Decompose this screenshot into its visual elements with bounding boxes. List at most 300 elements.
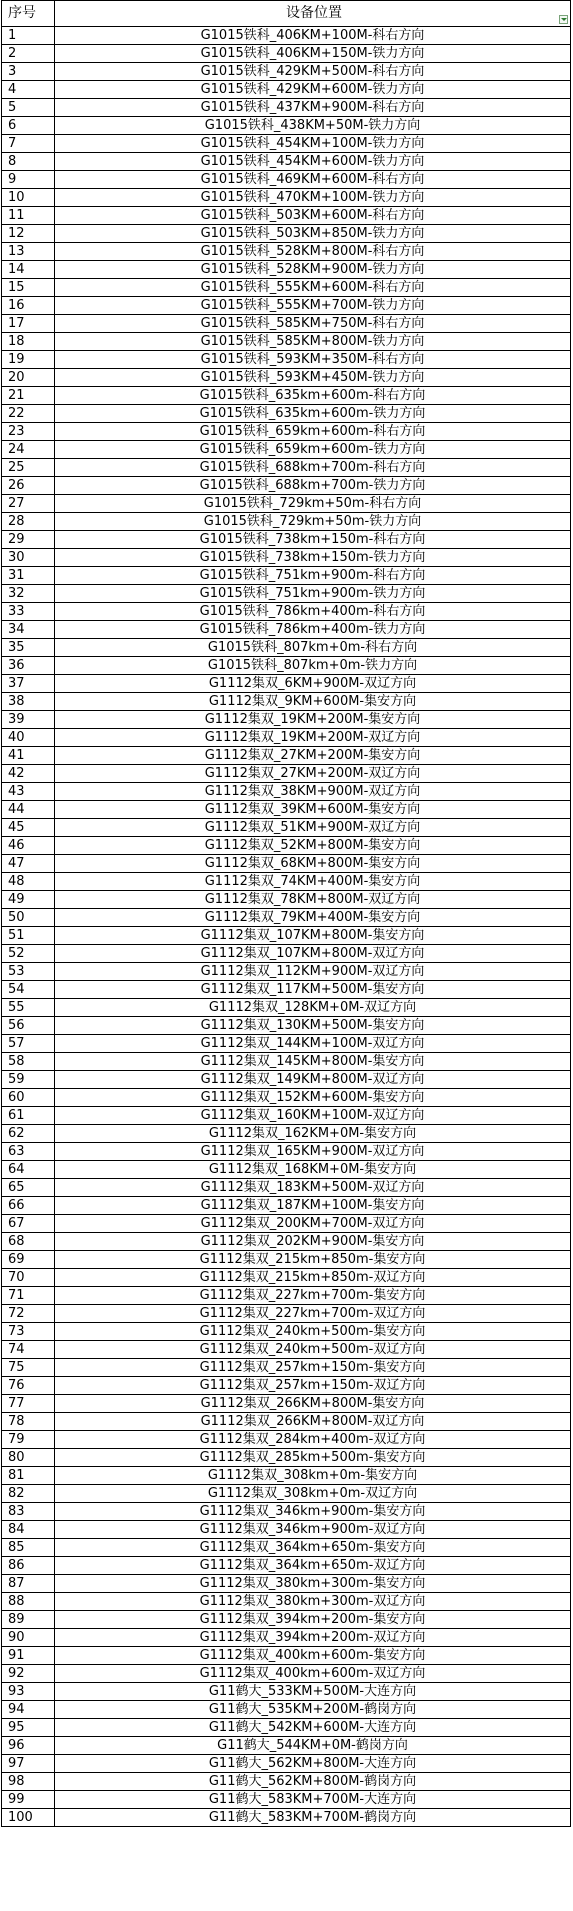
cell-index[interactable]: 30 [2, 549, 55, 567]
cell-location[interactable]: G1112集双_68KM+800M-集安方向 [55, 855, 571, 873]
cell-index[interactable]: 61 [2, 1107, 55, 1125]
table-row [2, 657, 571, 675]
table-row [2, 1611, 571, 1629]
filter-dropdown-icon[interactable] [559, 15, 568, 24]
cell-location[interactable]: G1112集双_51KM+900M-双辽方向 [55, 819, 571, 837]
table-row [2, 945, 571, 963]
table-row [2, 1647, 571, 1665]
table-header [2, 1, 571, 27]
cell-location[interactable]: G1112集双_165KM+900M-双辽方向 [55, 1143, 571, 1161]
table-row [2, 1197, 571, 1215]
cell-location[interactable]: G11鹤大_533KM+500M-大连方向 [55, 1683, 571, 1701]
cell-location[interactable]: G1112集双_117KM+500M-集安方向 [55, 981, 571, 999]
cell-location[interactable]: G11鹤大_583KM+700M-鹤岗方向 [55, 1809, 571, 1827]
cell-index[interactable]: 80 [2, 1449, 55, 1467]
table-row [2, 963, 571, 981]
table-row [2, 1629, 571, 1647]
table-body [2, 27, 571, 1827]
table-row [2, 1251, 571, 1269]
table-row [2, 549, 571, 567]
cell-index[interactable]: 89 [2, 1611, 55, 1629]
cell-index[interactable]: 91 [2, 1647, 55, 1665]
cell-location[interactable]: G1112集双_52KM+800M-集安方向 [55, 837, 571, 855]
cell-index[interactable]: 40 [2, 729, 55, 747]
cell-location[interactable]: G1015铁科_635km+600m-铁力方向 [55, 405, 571, 423]
table-row [2, 171, 571, 189]
table-row [2, 459, 571, 477]
cell-location[interactable]: G1015铁科_688km+700m-铁力方向 [55, 477, 571, 495]
cell-index[interactable]: 20 [2, 369, 55, 387]
table-row [2, 1035, 571, 1053]
cell-index[interactable]: 93 [2, 1683, 55, 1701]
cell-index[interactable]: 51 [2, 927, 55, 945]
table-row [2, 711, 571, 729]
cell-location[interactable]: G1112集双_257km+150m-双辽方向 [55, 1377, 571, 1395]
cell-index[interactable]: 14 [2, 261, 55, 279]
cell-index[interactable]: 26 [2, 477, 55, 495]
cell-location[interactable]: G1112集双_78KM+800M-双辽方向 [55, 891, 571, 909]
table-row [2, 1395, 571, 1413]
table-row [2, 135, 571, 153]
table-row [2, 1125, 571, 1143]
cell-location[interactable]: G1112集双_107KM+800M-双辽方向 [55, 945, 571, 963]
cell-index[interactable]: 16 [2, 297, 55, 315]
table-row [2, 567, 571, 585]
cell-index[interactable]: 95 [2, 1719, 55, 1737]
cell-location[interactable]: G1112集双_202KM+900M-集安方向 [55, 1233, 571, 1251]
cell-index[interactable]: 73 [2, 1323, 55, 1341]
cell-index[interactable]: 44 [2, 801, 55, 819]
cell-location[interactable]: G1112集双_266KM+800M-双辽方向 [55, 1413, 571, 1431]
cell-location[interactable]: G1112集双_394km+200m-集安方向 [55, 1611, 571, 1629]
cell-index[interactable]: 25 [2, 459, 55, 477]
table-row [2, 153, 571, 171]
cell-location[interactable]: G1112集双_107KM+800M-集安方向 [55, 927, 571, 945]
cell-location[interactable]: G1015铁科_528KM+900M-铁力方向 [55, 261, 571, 279]
cell-index[interactable]: 74 [2, 1341, 55, 1359]
table-row [2, 999, 571, 1017]
cell-location[interactable]: G1112集双_285km+500m-集安方向 [55, 1449, 571, 1467]
cell-location[interactable]: G1112集双_308km+0m-集安方向 [55, 1467, 571, 1485]
cell-location[interactable]: G1015铁科_470KM+100M-铁力方向 [55, 189, 571, 207]
table-row [2, 1791, 571, 1809]
cell-index[interactable]: 5 [2, 99, 55, 117]
cell-index[interactable]: 9 [2, 171, 55, 189]
cell-location[interactable]: G1112集双_364km+650m-双辽方向 [55, 1557, 571, 1575]
cell-location[interactable]: G1112集双_346km+900m-双辽方向 [55, 1521, 571, 1539]
table-row [2, 1287, 571, 1305]
table-row [2, 441, 571, 459]
cell-index[interactable]: 96 [2, 1737, 55, 1755]
cell-index[interactable]: 27 [2, 495, 55, 513]
table-row [2, 873, 571, 891]
table-row [2, 801, 571, 819]
cell-location[interactable]: G1015铁科_729km+50m-科右方向 [55, 495, 571, 513]
cell-location[interactable]: G1015铁科_807km+0m-铁力方向 [55, 657, 571, 675]
cell-location[interactable]: G1015铁科_738km+150m-科右方向 [55, 531, 571, 549]
cell-index[interactable]: 52 [2, 945, 55, 963]
cell-index[interactable]: 48 [2, 873, 55, 891]
table-row [2, 1071, 571, 1089]
table-row [2, 1755, 571, 1773]
table-row [2, 1341, 571, 1359]
table-row [2, 1575, 571, 1593]
cell-index[interactable]: 65 [2, 1179, 55, 1197]
cell-index[interactable]: 86 [2, 1557, 55, 1575]
cell-location[interactable]: G1112集双_183KM+500M-双辽方向 [55, 1179, 571, 1197]
cell-index[interactable]: 4 [2, 81, 55, 99]
cell-index[interactable]: 10 [2, 189, 55, 207]
cell-location[interactable]: G1015铁科_406KM+100M-科右方向 [55, 27, 571, 45]
cell-index[interactable]: 38 [2, 693, 55, 711]
cell-index[interactable]: 79 [2, 1431, 55, 1449]
table-row [2, 1215, 571, 1233]
cell-index[interactable]: 99 [2, 1791, 55, 1809]
cell-location[interactable]: G1112集双_145KM+800M-集安方向 [55, 1053, 571, 1071]
cell-location[interactable]: G1015铁科_429KM+500M-科右方向 [55, 63, 571, 81]
table-row [2, 1503, 571, 1521]
table-row [2, 315, 571, 333]
cell-location[interactable]: G1112集双_149KM+800M-双辽方向 [55, 1071, 571, 1089]
cell-index[interactable]: 98 [2, 1773, 55, 1791]
table-row [2, 423, 571, 441]
table-row [2, 837, 571, 855]
cell-location[interactable]: G1112集双_308km+0m-双辽方向 [55, 1485, 571, 1503]
cell-location[interactable]: G1015铁科_593KM+350M-科右方向 [55, 351, 571, 369]
cell-location[interactable]: G1112集双_380km+300m-双辽方向 [55, 1593, 571, 1611]
cell-location[interactable]: G1112集双_200KM+700M-双辽方向 [55, 1215, 571, 1233]
table-row [2, 675, 571, 693]
table-row [2, 1809, 571, 1827]
cell-index[interactable]: 31 [2, 567, 55, 585]
cell-index[interactable]: 55 [2, 999, 55, 1017]
table-row [2, 63, 571, 81]
cell-index[interactable]: 33 [2, 603, 55, 621]
cell-location[interactable]: G1112集双_79KM+400M-集安方向 [55, 909, 571, 927]
cell-index[interactable]: 23 [2, 423, 55, 441]
table-row [2, 513, 571, 531]
table-row [2, 639, 571, 657]
cell-index[interactable]: 3 [2, 63, 55, 81]
cell-index[interactable]: 8 [2, 153, 55, 171]
cell-location[interactable]: G1015铁科_555KM+700M-铁力方向 [55, 297, 571, 315]
table-row [2, 1323, 571, 1341]
cell-index[interactable]: 87 [2, 1575, 55, 1593]
cell-location[interactable]: G1015铁科_503KM+600M-科右方向 [55, 207, 571, 225]
table-row [2, 1413, 571, 1431]
cell-location[interactable]: G1112集双_240km+500m-集安方向 [55, 1323, 571, 1341]
table-row [2, 1539, 571, 1557]
table-row [2, 603, 571, 621]
cell-index[interactable]: 24 [2, 441, 55, 459]
table-row [2, 927, 571, 945]
table-row [2, 1485, 571, 1503]
table-row [2, 1017, 571, 1035]
table-row [2, 1179, 571, 1197]
cell-location[interactable]: G11鹤大_583KM+700M-大连方向 [55, 1791, 571, 1809]
cell-index[interactable]: 21 [2, 387, 55, 405]
cell-location[interactable]: G1112集双_400km+600m-双辽方向 [55, 1665, 571, 1683]
cell-location[interactable]: G1112集双_19KM+200M-双辽方向 [55, 729, 571, 747]
cell-index[interactable]: 50 [2, 909, 55, 927]
cell-index[interactable]: 12 [2, 225, 55, 243]
table-row [2, 117, 571, 135]
cell-location[interactable]: G1015铁科_751km+900m-铁力方向 [55, 585, 571, 603]
cell-index[interactable]: 84 [2, 1521, 55, 1539]
device-location-table [1, 0, 571, 1827]
cell-location[interactable]: G1015铁科_438KM+50M-铁力方向 [55, 117, 571, 135]
table-row [2, 1431, 571, 1449]
cell-location[interactable]: G1112集双_130KM+500M-集安方向 [55, 1017, 571, 1035]
cell-index[interactable]: 68 [2, 1233, 55, 1251]
cell-location[interactable]: G1015铁科_454KM+600M-铁力方向 [55, 153, 571, 171]
cell-index[interactable]: 64 [2, 1161, 55, 1179]
table-row [2, 1521, 571, 1539]
cell-index[interactable]: 58 [2, 1053, 55, 1071]
cell-index[interactable]: 81 [2, 1467, 55, 1485]
cell-index[interactable]: 41 [2, 747, 55, 765]
cell-location[interactable]: G1112集双_266KM+800M-集安方向 [55, 1395, 571, 1413]
header-row [2, 1, 571, 27]
column-header-location[interactable] [55, 1, 571, 27]
cell-index[interactable]: 2 [2, 45, 55, 63]
table-row [2, 1593, 571, 1611]
cell-index[interactable]: 36 [2, 657, 55, 675]
cell-index[interactable]: 13 [2, 243, 55, 261]
cell-location[interactable]: G1112集双_364km+650m-集安方向 [55, 1539, 571, 1557]
cell-location[interactable]: G1112集双_9KM+600M-集安方向 [55, 693, 571, 711]
cell-location[interactable]: G1112集双_346km+900m-集安方向 [55, 1503, 571, 1521]
table-row [2, 1107, 571, 1125]
cell-location[interactable]: G1015铁科_786km+400m-科右方向 [55, 603, 571, 621]
cell-index[interactable]: 71 [2, 1287, 55, 1305]
table-row [2, 207, 571, 225]
cell-index[interactable]: 97 [2, 1755, 55, 1773]
cell-index[interactable]: 39 [2, 711, 55, 729]
table-row [2, 1737, 571, 1755]
cell-location[interactable]: G1015铁科_751km+900m-科右方向 [55, 567, 571, 585]
cell-index[interactable]: 88 [2, 1593, 55, 1611]
cell-location[interactable]: G1112集双_152KM+600M-集安方向 [55, 1089, 571, 1107]
cell-index[interactable]: 76 [2, 1377, 55, 1395]
cell-index[interactable]: 37 [2, 675, 55, 693]
table-row [2, 747, 571, 765]
cell-index[interactable]: 34 [2, 621, 55, 639]
table-row [2, 1377, 571, 1395]
cell-location[interactable]: G1015铁科_688km+700m-科右方向 [55, 459, 571, 477]
cell-index[interactable]: 45 [2, 819, 55, 837]
table-row [2, 1449, 571, 1467]
cell-index[interactable]: 90 [2, 1629, 55, 1647]
cell-location[interactable]: G1112集双_162KM+0M-集安方向 [55, 1125, 571, 1143]
cell-index[interactable]: 100 [2, 1809, 55, 1827]
table-row [2, 387, 571, 405]
cell-location[interactable]: G11鹤大_535KM+200M-鹤岗方向 [55, 1701, 571, 1719]
table-row [2, 1269, 571, 1287]
cell-index[interactable]: 28 [2, 513, 55, 531]
table-row [2, 1053, 571, 1071]
cell-location[interactable]: G1112集双_27KM+200M-双辽方向 [55, 765, 571, 783]
cell-location[interactable]: G1015铁科_659km+600m-铁力方向 [55, 441, 571, 459]
table-row [2, 225, 571, 243]
table-row [2, 1719, 571, 1737]
cell-location[interactable]: G1015铁科_585KM+750M-科右方向 [55, 315, 571, 333]
table-row [2, 693, 571, 711]
cell-index[interactable]: 60 [2, 1089, 55, 1107]
cell-index[interactable]: 54 [2, 981, 55, 999]
cell-index[interactable]: 67 [2, 1215, 55, 1233]
cell-index[interactable]: 42 [2, 765, 55, 783]
table-row [2, 819, 571, 837]
cell-location[interactable]: G1112集双_39KM+600M-集安方向 [55, 801, 571, 819]
table-row [2, 891, 571, 909]
cell-index[interactable]: 77 [2, 1395, 55, 1413]
cell-location[interactable]: G1015铁科_635km+600m-科右方向 [55, 387, 571, 405]
table-row [2, 1143, 571, 1161]
cell-location[interactable]: G1112集双_187KM+100M-集安方向 [55, 1197, 571, 1215]
table-row [2, 279, 571, 297]
table-row [2, 405, 571, 423]
cell-location[interactable]: G1015铁科_406KM+150M-铁力方向 [55, 45, 571, 63]
cell-index[interactable]: 29 [2, 531, 55, 549]
table-row [2, 1359, 571, 1377]
table-row [2, 1467, 571, 1485]
cell-index[interactable]: 19 [2, 351, 55, 369]
cell-index[interactable]: 94 [2, 1701, 55, 1719]
cell-location[interactable]: G1112集双_112KM+900M-双辽方向 [55, 963, 571, 981]
cell-index[interactable]: 82 [2, 1485, 55, 1503]
cell-index[interactable]: 56 [2, 1017, 55, 1035]
cell-location[interactable]: G1112集双_144KM+100M-双辽方向 [55, 1035, 571, 1053]
cell-location[interactable]: G1112集双_27KM+200M-集安方向 [55, 747, 571, 765]
table-row [2, 261, 571, 279]
cell-location[interactable]: G1112集双_160KM+100M-双辽方向 [55, 1107, 571, 1125]
cell-index[interactable]: 22 [2, 405, 55, 423]
cell-index[interactable]: 43 [2, 783, 55, 801]
table-row [2, 27, 571, 45]
table-row [2, 1701, 571, 1719]
cell-location[interactable]: G1112集双_227km+700m-双辽方向 [55, 1305, 571, 1323]
table-row [2, 1161, 571, 1179]
cell-location[interactable]: G1015铁科_585KM+800M-铁力方向 [55, 333, 571, 351]
cell-location[interactable]: G1015铁科_454KM+100M-铁力方向 [55, 135, 571, 153]
cell-location[interactable]: G1015铁科_593KM+450M-铁力方向 [55, 369, 571, 387]
cell-location[interactable]: G1112集双_227km+700m-集安方向 [55, 1287, 571, 1305]
cell-index[interactable]: 47 [2, 855, 55, 873]
cell-location[interactable]: G1112集双_400km+600m-集安方向 [55, 1647, 571, 1665]
cell-index[interactable]: 59 [2, 1071, 55, 1089]
cell-index[interactable]: 46 [2, 837, 55, 855]
cell-location[interactable]: G1112集双_6KM+900M-双辽方向 [55, 675, 571, 693]
cell-location[interactable]: G1015铁科_555KM+600M-科右方向 [55, 279, 571, 297]
table-row [2, 1773, 571, 1791]
cell-location[interactable]: G11鹤大_544KM+0M-鹤岗方向 [55, 1737, 571, 1755]
table-row [2, 369, 571, 387]
cell-index[interactable]: 70 [2, 1269, 55, 1287]
cell-index[interactable]: 1 [2, 27, 55, 45]
table-row [2, 1683, 571, 1701]
cell-location[interactable]: G1112集双_19KM+200M-集安方向 [55, 711, 571, 729]
cell-index[interactable]: 62 [2, 1125, 55, 1143]
table-row [2, 909, 571, 927]
cell-index[interactable]: 53 [2, 963, 55, 981]
cell-location[interactable]: G1112集双_380km+300m-集安方向 [55, 1575, 571, 1593]
cell-index[interactable]: 85 [2, 1539, 55, 1557]
cell-location[interactable]: G1015铁科_729km+50m-铁力方向 [55, 513, 571, 531]
table-row [2, 765, 571, 783]
cell-location[interactable]: G1015铁科_659km+600m-科右方向 [55, 423, 571, 441]
cell-index[interactable]: 83 [2, 1503, 55, 1521]
cell-index[interactable]: 66 [2, 1197, 55, 1215]
table-row [2, 981, 571, 999]
cell-index[interactable]: 49 [2, 891, 55, 909]
cell-index[interactable]: 35 [2, 639, 55, 657]
cell-location[interactable]: G1112集双_284km+400m-双辽方向 [55, 1431, 571, 1449]
cell-location[interactable]: G1015铁科_738km+150m-铁力方向 [55, 549, 571, 567]
table-row [2, 495, 571, 513]
cell-location[interactable]: G1112集双_215km+850m-双辽方向 [55, 1269, 571, 1287]
cell-location[interactable]: G1112集双_394km+200m-双辽方向 [55, 1629, 571, 1647]
cell-index[interactable]: 78 [2, 1413, 55, 1431]
cell-location[interactable]: G1112集双_257km+150m-集安方向 [55, 1359, 571, 1377]
cell-location[interactable]: G11鹤大_562KM+800M-鹤岗方向 [55, 1773, 571, 1791]
cell-location[interactable]: G1015铁科_429KM+600M-铁力方向 [55, 81, 571, 99]
table-row [2, 1557, 571, 1575]
table-row [2, 783, 571, 801]
cell-index[interactable]: 92 [2, 1665, 55, 1683]
cell-location[interactable]: G1112集双_38KM+900M-双辽方向 [55, 783, 571, 801]
cell-index[interactable]: 17 [2, 315, 55, 333]
cell-index[interactable]: 32 [2, 585, 55, 603]
table-row [2, 333, 571, 351]
cell-index[interactable]: 11 [2, 207, 55, 225]
cell-location[interactable]: G1112集双_215km+850m-集安方向 [55, 1251, 571, 1269]
cell-location[interactable]: G1112集双_128KM+0M-双辽方向 [55, 999, 571, 1017]
cell-location[interactable]: G1112集双_168KM+0M-集安方向 [55, 1161, 571, 1179]
table-row [2, 621, 571, 639]
cell-location[interactable]: G1015铁科_437KM+900M-科右方向 [55, 99, 571, 117]
cell-index[interactable]: 63 [2, 1143, 55, 1161]
cell-index[interactable]: 7 [2, 135, 55, 153]
table-row [2, 189, 571, 207]
cell-index[interactable]: 72 [2, 1305, 55, 1323]
cell-location[interactable]: G1112集双_74KM+400M-集安方向 [55, 873, 571, 891]
cell-location[interactable]: G1112集双_240km+500m-双辽方向 [55, 1341, 571, 1359]
cell-location[interactable]: G1015铁科_528KM+800M-科右方向 [55, 243, 571, 261]
cell-index[interactable]: 75 [2, 1359, 55, 1377]
table-row [2, 477, 571, 495]
column-header-index[interactable]: 序号 [2, 1, 55, 27]
cell-location[interactable]: G1015铁科_503KM+850M-铁力方向 [55, 225, 571, 243]
cell-index[interactable]: 57 [2, 1035, 55, 1053]
cell-index[interactable]: 6 [2, 117, 55, 135]
table-row [2, 1665, 571, 1683]
cell-index[interactable]: 18 [2, 333, 55, 351]
cell-index[interactable]: 15 [2, 279, 55, 297]
table-row [2, 45, 571, 63]
cell-location[interactable]: G11鹤大_562KM+800M-大连方向 [55, 1755, 571, 1773]
cell-location[interactable]: G1015铁科_469KM+600M-科右方向 [55, 171, 571, 189]
cell-location[interactable]: G1015铁科_807km+0m-科右方向 [55, 639, 571, 657]
table-row [2, 729, 571, 747]
column-header-location-label: 设备位置 [286, 5, 342, 21]
table-row [2, 1089, 571, 1107]
table-row [2, 585, 571, 603]
cell-location[interactable]: G1015铁科_786km+400m-铁力方向 [55, 621, 571, 639]
cell-location[interactable]: G11鹤大_542KM+600M-大连方向 [55, 1719, 571, 1737]
table-row [2, 531, 571, 549]
cell-index[interactable]: 69 [2, 1251, 55, 1269]
